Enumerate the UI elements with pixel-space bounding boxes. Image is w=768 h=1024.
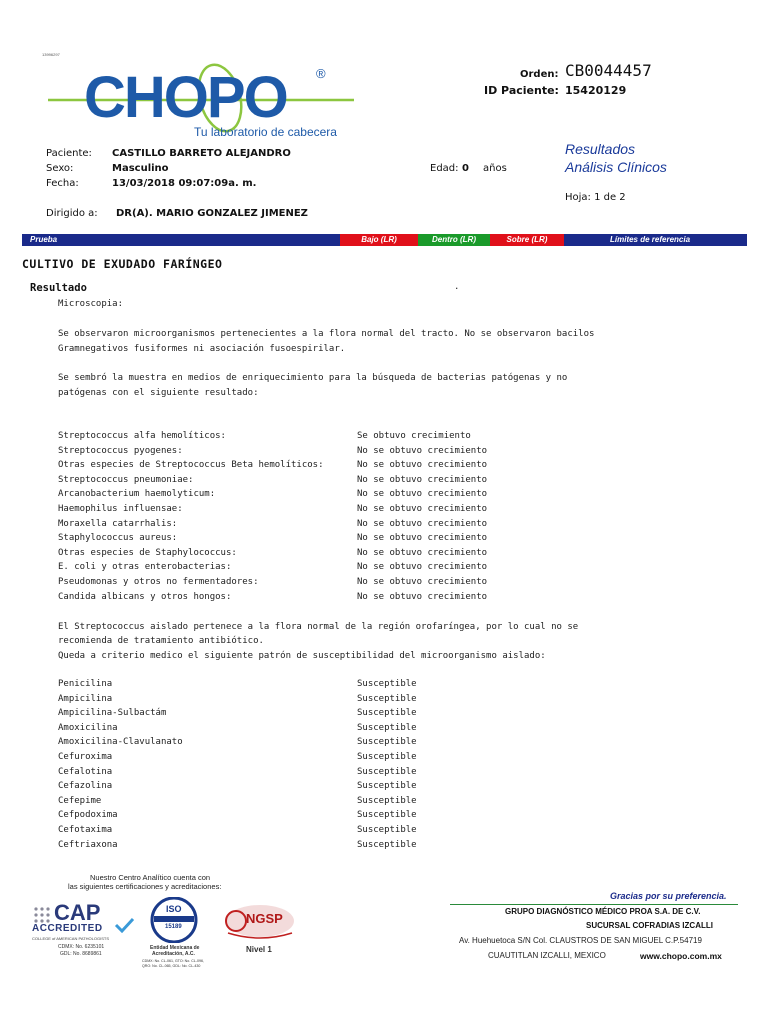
organism-row — [58, 474, 488, 489]
grupo-name: GRUPO DIAGNÓSTICO MÉDICO PROA S.A. DE C.V. — [505, 907, 701, 916]
antibiotic-row — [58, 839, 417, 854]
paragraph-2-line-2: patógenas con el siguiente resultado: — [58, 388, 259, 398]
antibiotic-name: Cefepime — [58, 795, 102, 806]
antibiotic-row — [58, 737, 417, 751]
antibiotic-result: Susceptible — [357, 752, 417, 762]
antibiotic-row — [58, 766, 417, 781]
antibiotic-row — [58, 810, 417, 824]
organism-name: Otras especies de Streptococcus Beta hemolíticos: — [58, 460, 324, 471]
band-sobre: Sobre (LR) — [490, 234, 564, 246]
sexo-label: Sexo: — [46, 163, 74, 174]
antibiotic-name: Ceftriaxona — [58, 839, 118, 850]
organism-result: No se obtuvo crecimiento — [357, 489, 488, 500]
nivel-label: Nivel 1 — [246, 945, 272, 954]
antibiotic-row — [58, 795, 417, 810]
organism-row — [58, 445, 488, 460]
web-link[interactable]: www.chopo.com.mx — [640, 951, 722, 961]
antibiotic-row — [58, 693, 417, 708]
organism-name: Candida albicans y otros hongos: — [58, 591, 232, 602]
organism-name: Pseudomonas y otros no fermentadores: — [58, 577, 259, 587]
ngsp-label: NGSP — [246, 911, 283, 926]
antibiotic-result: Susceptible — [357, 781, 417, 792]
antibiotic-name: Cefazolina — [58, 781, 113, 792]
column-header-band — [22, 234, 747, 246]
ngsp-logo — [222, 903, 298, 959]
id-paciente-label: ID Paciente: — [484, 84, 559, 97]
sucursal-name: SUCURSAL COFRADIAS IZCALLI — [586, 921, 713, 930]
organism-name: E. coli y otras enterobacterias: — [58, 562, 232, 573]
resultados-title: Resultados — [565, 141, 636, 157]
gracias-text: Gracias por su preferencia. — [610, 891, 727, 901]
organism-row — [58, 577, 488, 591]
fecha-label: Fecha: — [46, 178, 79, 189]
paragraph-1-line-1: Se observaron microorganismos pertenecientes a la flora normal del tracto. No se observaron bacilos — [58, 329, 595, 339]
sexo-value: Masculino — [112, 163, 169, 174]
antibiotic-result: Susceptible — [357, 825, 417, 835]
organism-name: Otras especies de Staphylococcus: — [58, 547, 237, 558]
paragraph-1-line-2: Gramnegativos fusiformes ni asociación fusoespirilar. — [58, 344, 346, 354]
band-bajo: Bajo (LR) — [340, 234, 418, 246]
antibiotic-name: Amoxicilina — [58, 722, 118, 733]
iso-label: ISO — [166, 904, 182, 914]
orden-value: CB0044457 — [565, 61, 652, 80]
dirigido-value: DR(A). MARIO GONZALEZ JIMENEZ — [116, 208, 308, 219]
organism-name: Streptococcus alfa hemolíticos: — [58, 431, 226, 441]
antibiotic-row — [58, 781, 417, 795]
ema-line-4: QRO: No. CL-065, GDL: No. CL-430 — [142, 964, 201, 968]
antibiotic-result: Susceptible — [357, 722, 417, 733]
organism-row — [58, 431, 471, 445]
footer-divider — [450, 904, 738, 905]
organism-row — [58, 533, 488, 547]
orden-label: Orden: — [520, 69, 559, 80]
checkmark-icon — [114, 917, 134, 933]
edad-label: Edad: — [430, 163, 459, 174]
resultado-dot: . — [454, 282, 460, 292]
organism-row — [58, 547, 488, 562]
antibiotic-row — [58, 825, 417, 839]
organism-name: Arcanobacterium haemolyticum: — [58, 489, 216, 500]
microscopia-label: Microscopia: — [58, 299, 124, 309]
organism-name: Staphylococcus aureus: — [58, 533, 178, 544]
logo-brand: CHOPO — [84, 65, 287, 130]
antibiotic-result: Susceptible — [357, 708, 417, 719]
logo-tagline: Tu laboratorio de cabecera — [194, 125, 337, 139]
antibiotic-row — [58, 722, 417, 737]
document-code: 13996297 — [42, 52, 60, 57]
hoja-label: Hoja: 1 de 2 — [565, 192, 626, 203]
organism-row — [58, 591, 488, 606]
antibiotic-result: Susceptible — [357, 839, 417, 850]
organism-result: Se obtuvo crecimiento — [357, 431, 471, 441]
antibiotic-result: Susceptible — [357, 737, 417, 748]
ciudad-text: CUAUTITLAN IZCALLI, MEXICO — [488, 951, 606, 960]
paragraph-3-line-2: recomienda de tratamiento antibiótico. — [58, 636, 264, 646]
cap-accredited-logo — [30, 901, 140, 961]
organism-name: Streptococcus pneumoniae: — [58, 474, 194, 485]
antibiotic-result: Susceptible — [357, 766, 417, 777]
chopo-logo — [44, 62, 359, 142]
iso-number: 15189 — [165, 924, 182, 930]
band-dentro: Dentro (LR) — [418, 234, 490, 246]
resultado-label: Resultado — [30, 282, 87, 294]
id-paciente-value: 15420129 — [565, 84, 627, 97]
fecha-value: 13/03/2018 09:07:09a. m. — [112, 178, 257, 189]
paciente-label: Paciente: — [46, 148, 92, 159]
direccion-text: Av. Huehuetoca S/N Col. CLAUSTROS DE SAN MIGUEL C.P.54719 — [459, 936, 702, 945]
organism-result: No se obtuvo crecimiento — [357, 518, 488, 529]
antibiotic-row — [58, 679, 417, 693]
organism-row — [58, 460, 488, 474]
organism-result: No se obtuvo crecimiento — [357, 504, 488, 514]
organism-result: No se obtuvo crecimiento — [357, 577, 488, 587]
cap-gdl: GDL: No. 8689861 — [60, 951, 102, 957]
organism-result: No se obtuvo crecimiento — [357, 591, 488, 602]
logo-registered: ® — [316, 66, 326, 81]
antibiotic-name: Cefalotina — [58, 766, 113, 777]
antibiotic-result: Susceptible — [357, 693, 417, 704]
organism-result: No se obtuvo crecimiento — [357, 445, 488, 456]
organism-name: Haemophilus influensae: — [58, 504, 183, 514]
organism-row — [58, 504, 488, 518]
antibiotic-name: Ampicilina — [58, 693, 113, 704]
organism-result: No se obtuvo crecimiento — [357, 460, 488, 471]
organism-result: No se obtuvo crecimiento — [357, 562, 488, 573]
dirigido-label: Dirigido a: — [46, 208, 98, 219]
ema-line-1: Entidad Mexicana de — [150, 945, 200, 951]
antibiotic-name: Ampicilina-Sulbactám — [58, 708, 167, 719]
organism-name: Moraxella catarrhalis: — [58, 518, 178, 529]
analisis-title: Análisis Clínicos — [565, 159, 667, 175]
organism-row — [58, 518, 488, 533]
antibiotic-name: Cefuroxima — [58, 752, 113, 762]
cap-college: COLLEGE of AMERICAN PATHOLOGISTS — [32, 936, 109, 941]
organism-result: No se obtuvo crecimiento — [357, 533, 488, 544]
organism-result: No se obtuvo crecimiento — [357, 547, 488, 558]
paragraph-3-line-1: El Streptococcus aislado pertenece a la flora normal de la región orofaríngea, por lo cual no se — [58, 622, 579, 632]
organism-row — [58, 489, 488, 503]
cert-line-1: Nuestro Centro Analítico cuenta con — [90, 873, 211, 882]
paragraph-2-line-1: Se sembró la muestra en medios de enriquecimiento para la búsqueda de bacterias patógenas y no — [58, 373, 568, 383]
antibiotic-name: Penicilina — [58, 679, 113, 689]
band-limites: Límites de referencia — [610, 235, 691, 244]
antibiotic-row — [58, 752, 417, 766]
antibiotic-name: Cefpodoxima — [58, 810, 118, 821]
band-prueba: Prueba — [30, 235, 58, 244]
cert-line-2: las siguientes certificaciones y acreditaciones: — [68, 882, 222, 891]
antibiotic-name: Amoxicilina-Clavulanato — [58, 737, 183, 748]
antibiotic-result: Susceptible — [357, 810, 417, 821]
ema-line-3: CDMX: No. CL-061, GTO: No. CL-096, — [142, 959, 205, 963]
paragraph-3-line-3: Queda a criterio medico el siguiente patrón de susceptibilidad del microorganismo aislado: — [58, 651, 546, 661]
antibiotic-result: Susceptible — [357, 679, 417, 689]
edad-unit: años — [483, 163, 507, 174]
antibiotic-result: Susceptible — [357, 795, 417, 806]
certifications-block — [30, 873, 302, 975]
organism-result: No se obtuvo crecimiento — [357, 474, 488, 485]
paciente-value: CASTILLO BARRETO ALEJANDRO — [112, 148, 291, 159]
antibiotic-row — [58, 708, 417, 722]
cap-accredited: ACCREDITED — [32, 923, 103, 934]
iso-ema-logo — [142, 897, 226, 975]
antibiotic-name: Cefotaxima — [58, 825, 113, 835]
ema-line-2: Acreditación, A.C. — [152, 951, 195, 957]
test-title: CULTIVO DE EXUDADO FARÍNGEO — [22, 257, 223, 271]
cap-dots-icon — [32, 905, 52, 925]
organism-name: Streptococcus pyogenes: — [58, 445, 183, 456]
organism-row — [58, 562, 488, 576]
cap-big: CAP — [54, 900, 101, 925]
cap-cdmx: CDMX: No. 6235101 — [58, 944, 105, 950]
edad-value: 0 — [462, 163, 469, 174]
